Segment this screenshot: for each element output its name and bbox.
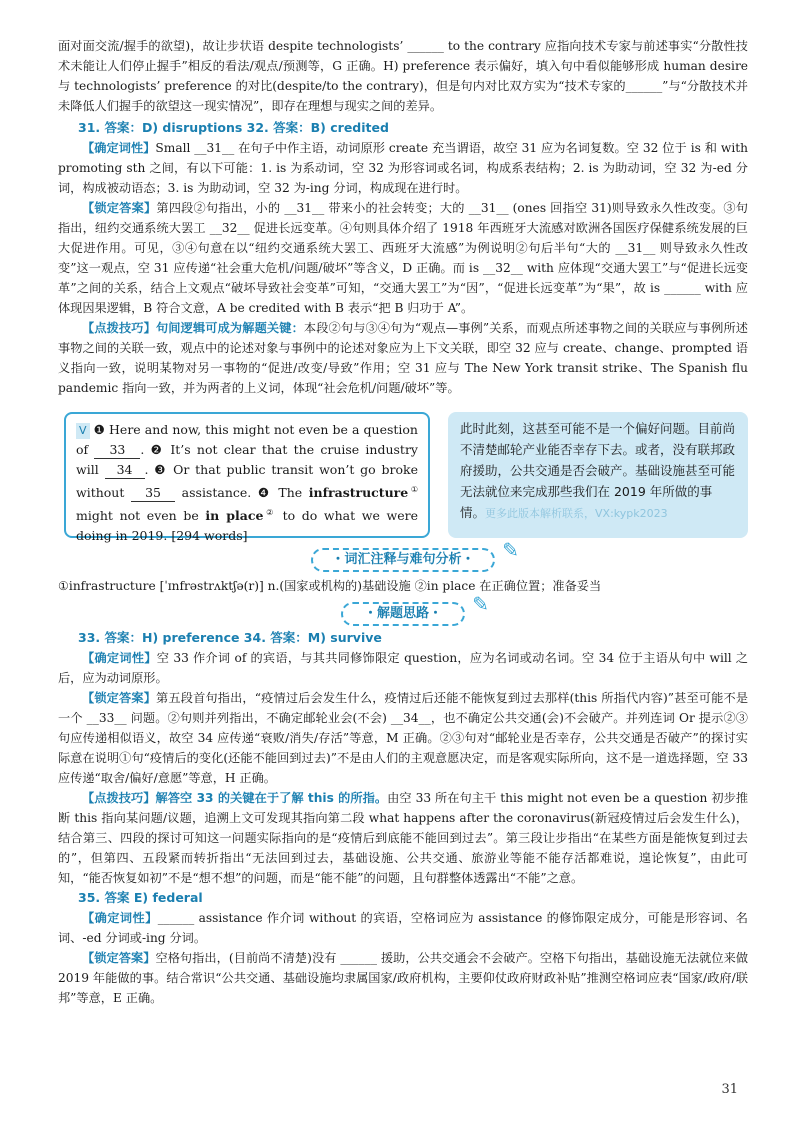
word-infrastructure: infrastructure (308, 485, 409, 501)
paragraph-31-pos (58, 138, 748, 198)
banner-think (341, 592, 489, 626)
text-35-lock: 空格句指出，(目前尚不清楚)没有 ______ 援助，公共交通会不会破产。空格下句指出，基础设施无法就位来做 2019 年能做的事。结合常识“公共交通、基础设施均隶属国家/政府机构，主要仰仗政府财政补贴”推测空格词应表“国家/政府/联邦”等意，E 正确。 (58, 951, 749, 1005)
blank-35: 35 (131, 485, 175, 502)
word-in-place: in place (205, 508, 264, 524)
text-31-lock: 第四段②句指出，小的 __31__ 带来小的社会转变；大的 __31__ (ones 回指空 31)则导致永久性改变。③句指出，纽约交通系统大罢工 __32__ 促进长远变革。④句则具体介绍了 1918 年西班牙大流感对欧洲各国医疗保健系统发展的巨大促进作用。可见，③④句意在以“纽约交通系统大罢工、西班牙大流感”为例说明②句后半句“大的 __31__ 则导致永久性改变”这一观点，空 31 应传递“社会重大危机/问题/破坏”等含义，D 正确。而 is __32__ with 应体现“交通大罢工”与“促进长远变革”之间的关系，结合上文观点“破坏导致社会变革”可知，“交通大罢工”为“因”，“促进长远变革”为“果”，故 is ______ with 应体现因果逻辑，B 符合文意，A be credited with B 表示“把 B 归功于 A”。 (58, 201, 748, 315)
paragraph-33-tip (58, 788, 748, 888)
page-number: 31 (721, 1082, 738, 1097)
eng-s5: might not even be (76, 508, 199, 524)
paragraph-badge: V (76, 423, 90, 439)
text-33-lock: 第五段首句指出，“疫情过后会发生什么，疫情过后还能不能恢复到过去那样(this 所指代内容)”甚至可能不是一个 __33__ 问题。②句则并列指出，不确定邮轮业会(不会) __34__，也不确定公共交通(会)不会破产。并列连词 Or 提示②③句应传递相似语义，故空 34 应传递“衰败/消失/存活”等意，M 正确。②③句对“邮轮业是否幸存，公共交通是否破产”的探讨实际意在说明①句“疫情后的变化(还能不能回到过去)”不是由人们的主观意愿决定，而是客观实际所向，这不是一道选择题，空 33 应传递“取舍/偏好/意愿”等意，H 正确。 (58, 691, 749, 785)
text-31-tip: 本段②句与③④句为“观点—事例”关系，而观点所述事物之间的关联应与事例所述事物之间的关联一致，观点中的论述对象与事例中的论述对象应为上下文关联，即空 32 应与 create、change、prompted 语义指向一致，说明某物对另一事物的“促进/改变/导致”作用；空 31 应与 The New York transit strike、The Spanish flu pandemic 指向一致，并为两者的上义词，体现“社会危机/问题/破坏”等。 (58, 321, 748, 395)
paragraph-top: 面对面交流/握手的欲望)，故让步状语 despite technologists’ ______ to the contrary 应指向技术专家与前述事实“分散性技术未能让人们停止握手”相反的看法/观点/预测等，G 正确。H) preference 表示偏好，填入句中看似能够形成 human desire 与 technologists’ preference 的对比(despite/to the contrary)，但是句内对比双方实为“技术专家的______”与“分散技术并未降低人们握手的欲望这一现实情况”，即存在理想与现实之间的差异。 (58, 39, 748, 113)
tip-head-31: 句间逻辑可成为解题关键： (155, 321, 304, 335)
page-content (58, 36, 748, 1008)
text-33-pos: 空 33 作介词 of 的宾语，与其共同修饰限定 question，应为名词或动名词。空 34 位于主语从句中 will 之后，应为动词原形。 (58, 651, 748, 685)
paragraph-31-lock (58, 198, 748, 318)
text-35-pos: ______ assistance 作介词 without 的宾语，空格词应为 assistance 的修饰限定成分，可能是形容词、名词、-ed 分词或-ing 分词。 (58, 911, 748, 945)
banner-vocab (311, 538, 519, 572)
text-31-pos: Small __31__ 在句子中作主语，动词原形 create 充当谓语，故空 31 应为名词复数。空 32 位于 is 和 with promoting sth 之间，有以下可能：1. is 为系动词，空 32 为形容词或名词，构成系表结构；2. is 为助动词，空 32 为-ed 分词，构成被动语态；3. is 为助动词，空 32 为-ing 分词，构成现在进行时。 (58, 141, 749, 195)
paragraph-35-pos (58, 908, 748, 948)
eng-s6: to do what we were doing in 2019. [294 words] (76, 508, 418, 544)
quill-icon: ✎ (502, 538, 519, 562)
chinese-translation-box (448, 412, 748, 538)
tag-confirm-pos: 【确定词性】 (82, 911, 158, 925)
translation-text: 此时此刻，这甚至可能不是一个偏好问题。目前尚不清楚邮轮产业能否幸存下去。或者，没有联邦政府援助，公共交通是否会破产。基础设施甚至可能无法就位来完成那些我们在 2019 年所做的事情。 (460, 421, 736, 520)
tag-lock-answer: 【锁定答案】 (82, 691, 157, 705)
paragraph-31-tip (58, 318, 748, 398)
english-passage-box: V ❶ Here and now, this might not even be a question of 33 . ❷ It’s not clear that the cruise industry will 34 . ❸ Or that public transit won’t go broke without 35 assistance. ❹ The infrastructure① might not even be in place② to do what we were doing in 2019. [294 words] (64, 412, 430, 538)
tag-tip: 【点拨技巧】 (82, 791, 156, 805)
banner-vocab-label: ・词汇注释与难句分析・ (331, 552, 475, 567)
answer-35: 35. 答案 E) federal (78, 890, 203, 905)
watermark-text: 更多此版本解析联系，VX:kypk2023 (485, 507, 668, 520)
eng-s4: assistance. ❹ The (181, 485, 303, 501)
blank-33: 33 (94, 442, 140, 459)
tag-tip: 【点拨技巧】 (82, 321, 156, 335)
paragraph-33-lock (58, 688, 748, 788)
tag-confirm-pos: 【确定词性】 (82, 651, 157, 665)
eng-s1: ❶ Here and now, this might not even be a question of (76, 422, 418, 457)
tip-head-33: 解答空 33 的关键在于了解 this 的所指。 (155, 791, 388, 805)
tag-lock-answer: 【锁定答案】 (82, 951, 156, 965)
text-33-tip: 由空 33 所在句主干 this might not even be a question 初步推断 this 指向某问题/议题，追溯上文可发现其指向第二段 what happens after the coronavirus(新冠疫情过后会发生什么)，结合第三、四段的探讨可知这一问题实际指向的是“疫情后到底能不能回到过去”。第三段让步指出“在某些方面是能恢复到过去的”，但第四、五段紧而转折指出“无法回到过去，基础设施、公共交通、旅游业等能不能存活都难说，遑论恢复”，由此可知，“能否恢复如初”不是“想不想”的问题，而是“能不能”的问题，且句群整体透露出“不能”之意。 (58, 791, 749, 885)
quill-icon: ✎ (472, 592, 489, 616)
tag-confirm-pos: 【确定词性】 (82, 141, 156, 155)
paragraph-35-lock (58, 948, 748, 1008)
answer-33-34: 33. 答案：H) preference 34. 答案：M) survive (78, 630, 382, 645)
answer-31-32: 31. 答案：D) disruptions 32. 答案：B) credited (78, 120, 389, 135)
eng-s2: . ❷ It’s not clear that the cruise industry will (76, 442, 418, 477)
banner-think-label: ・解题思路・ (363, 606, 442, 621)
vocab-notes: ①infrastructure [ˈɪnfrəstrʌktʃə(r)] n.(国家或机构的)基础设施 ②in place 在正确位置；准备妥当 (58, 579, 602, 593)
passage-row (64, 412, 748, 544)
paragraph-33-pos (58, 648, 748, 688)
tag-lock-answer: 【锁定答案】 (82, 201, 157, 215)
eng-s3: . ❸ Or that public transit won’t go broke without (76, 462, 418, 501)
blank-34: 34 (105, 462, 145, 479)
